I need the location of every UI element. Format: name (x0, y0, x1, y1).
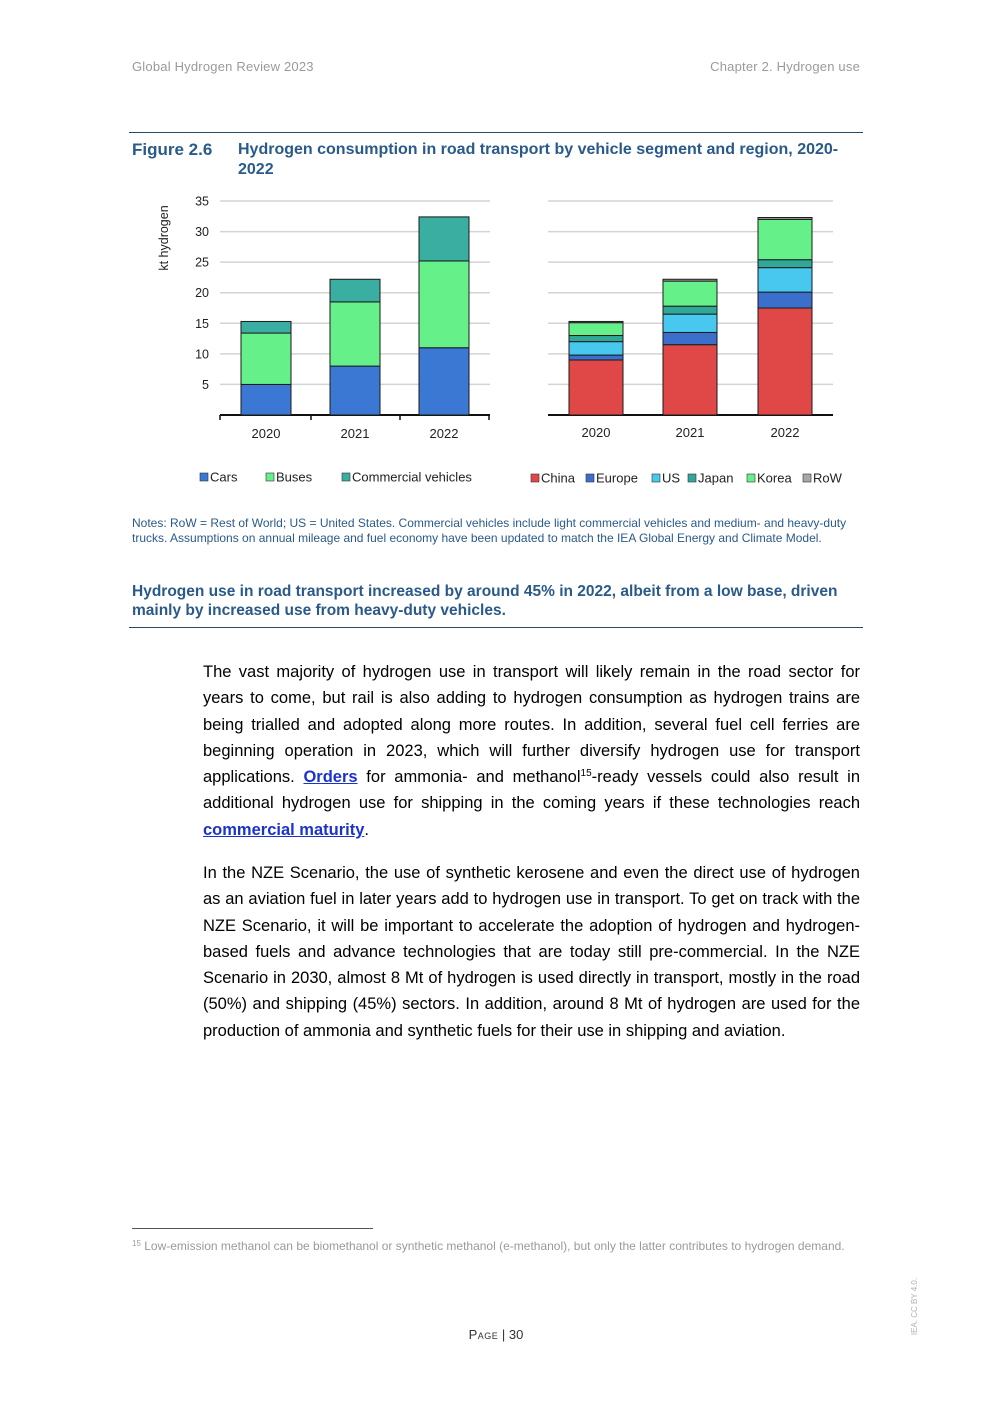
bar-china-2022 (758, 308, 812, 415)
x-tick-label: 2022 (429, 426, 459, 441)
page-separator: | (498, 1327, 509, 1342)
legend-label: China (541, 470, 575, 486)
commercial-maturity-link[interactable]: commercial maturity (203, 820, 365, 839)
bar-china-2021 (663, 345, 717, 415)
legend-swatch (803, 474, 811, 482)
legend-swatch (200, 473, 208, 481)
bar-europe-2022 (758, 292, 812, 308)
figure-label: Figure 2.6 (132, 140, 213, 159)
bar-cars-2022 (419, 348, 469, 415)
y-tick-label: 30 (195, 225, 209, 240)
bar-commercial-vehicles-2021 (330, 279, 380, 302)
y-tick-label: 5 (202, 377, 209, 392)
x-tick-label: 2022 (770, 425, 800, 440)
y-tick-label: 15 (195, 316, 209, 331)
bar-us-2022 (758, 268, 812, 292)
bar-korea-2020 (569, 323, 623, 336)
y-tick-label: 35 (195, 194, 209, 209)
legend-swatch (652, 474, 660, 482)
running-header-left: Global Hydrogen Review 2023 (132, 59, 314, 74)
legend-label: Europe (596, 470, 638, 486)
footnote-number: 15 (132, 1239, 141, 1248)
legend-swatch (747, 474, 755, 482)
page-number-footer (0, 1327, 992, 1342)
bar-korea-2021 (663, 281, 717, 306)
figure-notes: Notes: RoW = Rest of World; US = United States. Commercial vehicles include light commercial vehicles and medium- and heavy-duty trucks. Assumptions on annual mileage and fuel economy have been updated to match the IEA Global Energy and Climate Model. (132, 516, 847, 545)
bar-china-2020 (569, 360, 623, 415)
body-p1-text-a: The vast majority of hydrogen use in transport will likely remain in the road sector for years to come, but rail is also adding to hydrogen consumption as hydrogen trains are being trialled and adopted along more routes. In addition, several fuel cell ferries are beginning operation in 2023, which will further diversify hydrogen use for transport applications. (203, 663, 860, 787)
y-axis-label: kt hydrogen (157, 205, 171, 271)
bar-japan-2020 (569, 336, 623, 342)
legend-swatch (266, 473, 274, 481)
legend-label: Cars (210, 469, 238, 485)
bar-japan-2021 (663, 306, 717, 314)
legend-label: US (662, 470, 681, 486)
legend-label: RoW (813, 470, 842, 486)
figure-charts (0, 0, 992, 510)
figure-title: Hydrogen consumption in road transport by vehicle segment and region, 2020-2022 (238, 141, 839, 178)
figure-conclusion: Hydrogen use in road transport increased by around 45% in 2022, albeit from a low base, driven mainly by increased use from heavy-duty vehicles. (132, 583, 838, 619)
bar-buses-2020 (241, 333, 291, 384)
x-tick-label: 2021 (675, 425, 705, 440)
bar-europe-2020 (569, 355, 623, 360)
footnote-ref-15[interactable]: 15 (580, 768, 592, 780)
y-tick-label: 20 (195, 286, 209, 301)
y-tick-label: 25 (195, 255, 209, 270)
bar-row-2022 (758, 218, 812, 220)
bar-us-2021 (663, 314, 717, 332)
x-tick-label: 2020 (251, 426, 281, 441)
bar-japan-2022 (758, 260, 812, 268)
bar-row-2021 (663, 279, 717, 281)
footnote-15 (132, 1238, 862, 1254)
bar-europe-2021 (663, 332, 717, 344)
license-credit: IEA. CC BY 4.0. (910, 1277, 920, 1336)
x-tick-label: 2021 (340, 426, 370, 441)
legend-label: Commercial vehicles (352, 469, 472, 485)
legend-swatch (531, 474, 539, 482)
page-number: 30 (508, 1327, 524, 1342)
page-word: Page (468, 1327, 499, 1342)
body-p1-text-d: . (364, 820, 369, 839)
figure-bottom-rule (129, 627, 863, 628)
bar-buses-2021 (330, 302, 380, 366)
legend-swatch (586, 474, 594, 482)
x-tick-label: 2020 (581, 425, 611, 440)
legend-label: Korea (757, 470, 792, 486)
legend-swatch (688, 474, 696, 482)
body-paragraph-2: In the NZE Scenario, the use of synthetic kerosene and even the direct use of hydrogen as an aviation fuel in later years add to hydrogen use in transport. To get on track with the NZE Scenario, it will be important to accelerate the adoption of hydrogen and hydrogen-based fuels and advance technologies that are today still pre-commercial. In the NZE Scenario in 2030, almost 8 Mt of hydrogen is used directly in transport, mostly in the road (50%) and shipping (45%) sectors. In addition, around 8 Mt of hydrogen are used for the production of ammonia and synthetic fuels for their use in shipping and aviation. (203, 864, 860, 1040)
legend-label: Buses (276, 469, 313, 485)
body-paragraph-1 (203, 659, 860, 843)
body-p1-text-b: for ammonia- and methanol (357, 768, 581, 787)
bar-cars-2020 (241, 384, 291, 415)
bar-commercial-vehicles-2020 (241, 321, 291, 333)
y-tick-label: 10 (195, 347, 209, 362)
footnote-rule (132, 1228, 373, 1229)
body-p1-text-c: -ready vessels could also result in additional hydrogen use for shipping in the coming years if these technologies reach (203, 768, 861, 813)
bar-us-2020 (569, 342, 623, 355)
footnote-text: Low-emission methanol can be biomethanol or synthetic methanol (e-methanol), but only the latter contributes to hydrogen demand. (140, 1239, 845, 1253)
running-header-right: Chapter 2. Hydrogen use (710, 59, 860, 74)
orders-link[interactable]: Orders (303, 768, 358, 787)
legend-swatch (342, 473, 350, 481)
bar-buses-2022 (419, 261, 469, 348)
bar-row-2020 (569, 321, 623, 322)
legend-label: Japan (698, 470, 734, 486)
bar-korea-2022 (758, 219, 812, 259)
bar-cars-2021 (330, 366, 380, 415)
bar-commercial-vehicles-2022 (419, 217, 469, 261)
